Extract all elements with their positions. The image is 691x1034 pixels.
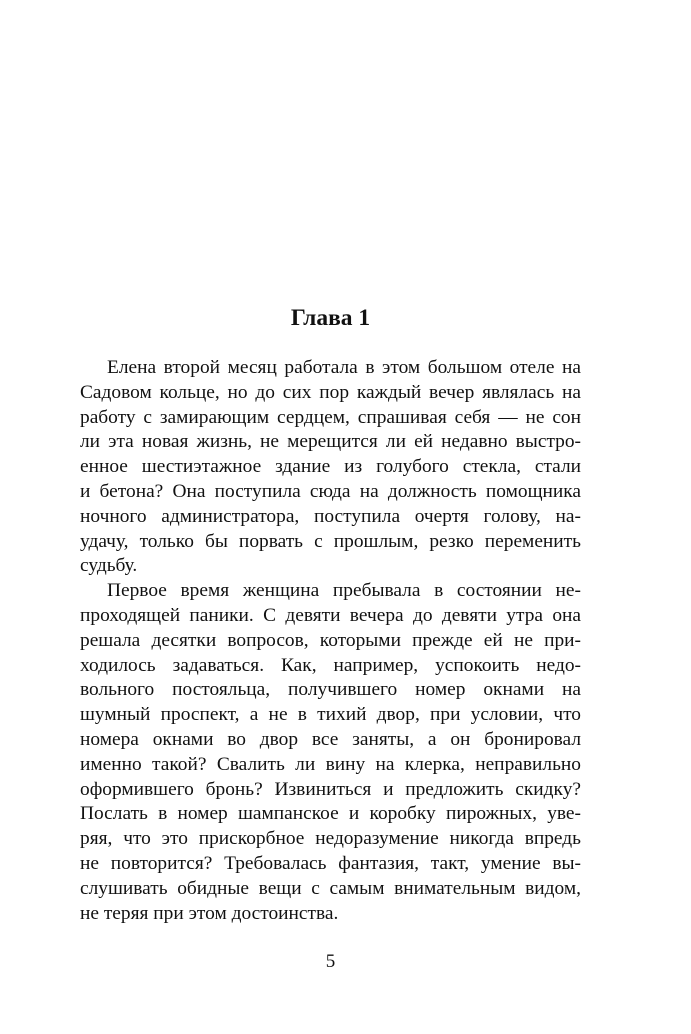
text-line: Первое время женщина пребывала в состоянии не- [107,580,581,602]
text-line: проходящей паники. С девяти вечера до девяти утра она [80,604,581,626]
text-line: ночного администратора, поступила очертя голову, на- [80,505,581,527]
text-line: номера окнами во двор все заняты, а он бронировал [80,728,581,750]
paragraph [80,356,581,579]
text-line: Садовом кольце, но до сих пор каждый вечер являлась на [80,381,581,403]
text-line: судьбу. [80,555,138,577]
text-line: вольного постояльца, получившего номер окнами на [80,679,581,701]
page-number: 5 [325,951,336,972]
text-line: именно такой? Свалить ли вину на клерка, неправильно [80,753,581,775]
paragraph [80,579,581,926]
text-line: и бетона? Она поступила сюда на должность помощника [80,480,581,502]
text-line: енное шестиэтажное здание из голубого стекла, стали [80,456,581,478]
text-line: ряя, что это прискорбное недоразумение никогда впредь [80,828,581,850]
text-line: не повторится? Требовалась фантазия, такт, умение вы- [80,852,581,874]
text-line: Послать в номер шампанское и коробку пирожных, уве- [80,803,581,825]
body-text [80,356,581,926]
text-line: решала десятки вопросов, которыми прежде ей не при- [80,629,581,651]
text-line: шумный проспект, а не в тихий двор, при условии, что [80,704,581,726]
text-line: работу с замирающим сердцем, спрашивая себя — не сон [80,406,581,428]
text-line: ли эта новая жизнь, не мерещится ли ей недавно выстро- [80,431,581,453]
chapter-title: Глава 1 [290,305,371,331]
text-line: удачу, только бы порвать с прошлым, резко переменить [80,530,581,552]
text-line: ходилось задаваться. Как, например, успокоить недо- [80,654,581,676]
text-line: оформившего бронь? Извиниться и предложить скидку? [80,778,581,800]
text-line: не теряя при этом достоинства. [80,902,339,924]
text-line: Елена второй месяц работала в этом большом отеле на [107,357,581,378]
text-line: слушивать обидные вещи с самым внимательным видом, [80,877,581,899]
